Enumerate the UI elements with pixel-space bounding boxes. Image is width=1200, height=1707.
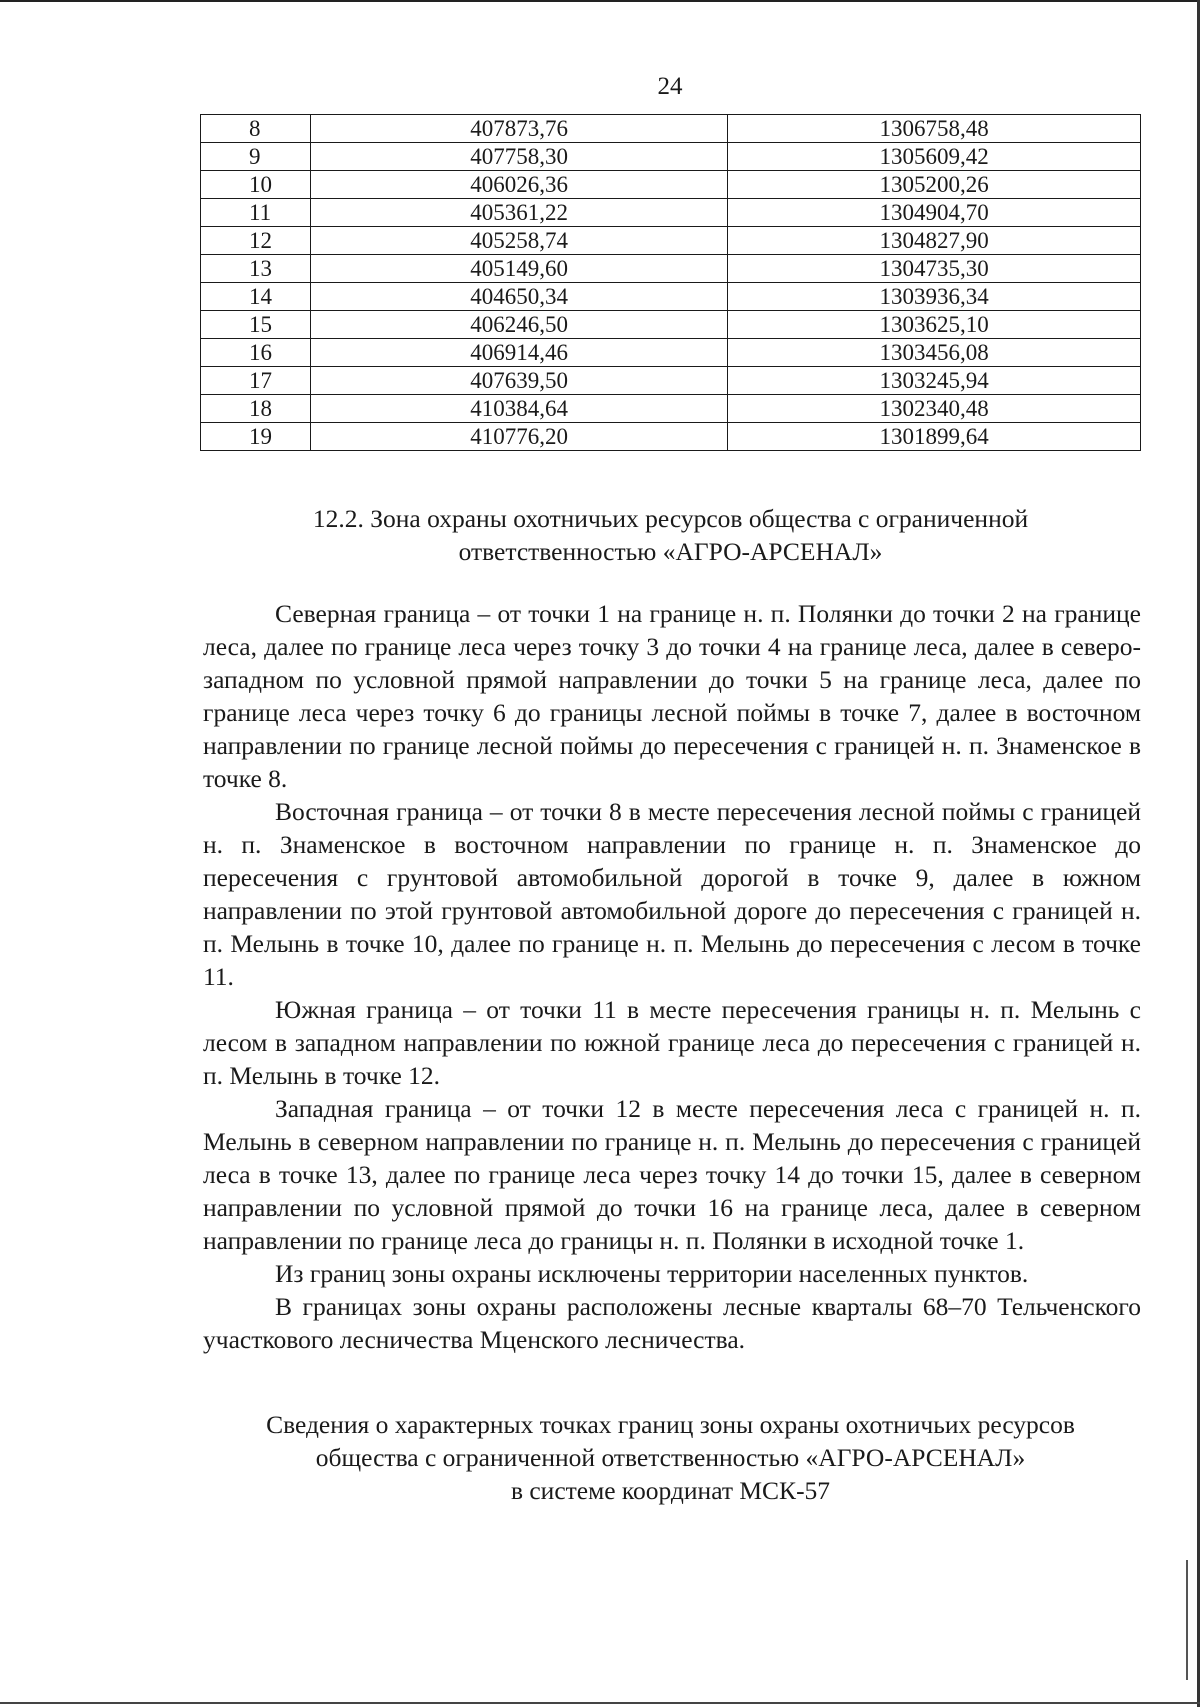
point-number-cell: 17: [201, 367, 311, 395]
points-info-heading-line-3: в системе координат МСК-57: [510, 1476, 831, 1505]
page-number: 24: [657, 73, 683, 100]
x-coordinate-cell: 406914,46: [310, 339, 728, 367]
table-row: [201, 311, 1141, 339]
point-number-cell: 19: [201, 423, 311, 451]
y-coordinate-cell: 1304904,70: [728, 199, 1141, 227]
x-coordinate-cell: 405361,22: [310, 199, 728, 227]
point-number-cell: 12: [201, 227, 311, 255]
point-number-cell: 18: [201, 395, 311, 423]
y-coordinate-cell: 1306758,48: [728, 115, 1141, 143]
y-coordinate-cell: 1303245,94: [728, 367, 1141, 395]
table-row: [201, 171, 1141, 199]
y-coordinate-cell: 1303456,08: [728, 339, 1141, 367]
section-heading-line-1: 12.2. Зона охраны охотничьих ресурсов общества с ограниченной: [312, 504, 1029, 533]
scan-edge-right-inner: [1186, 1560, 1188, 1680]
coordinates-table-body: [201, 115, 1141, 451]
points-info-heading-line-2: общества с ограниченной ответственностью «АГРО-АРСЕНАЛ»: [315, 1443, 1026, 1472]
points-info-heading-line-1: Сведения о характерных точках границ зоны охраны охотничьих ресурсов: [266, 1410, 1075, 1439]
y-coordinate-cell: 1305200,26: [728, 171, 1141, 199]
table-row: [201, 423, 1141, 451]
paragraph-south-border: Южная граница – от точки 11 в месте пересечения границы н. п. Мелынь с лесом в западном направлении по южной границе леса до пересечения с границей н. п. Мелынь в точке 12.: [203, 995, 1141, 1090]
point-number-cell: 8: [201, 115, 311, 143]
point-number-cell: 10: [201, 171, 311, 199]
x-coordinate-cell: 406246,50: [310, 311, 728, 339]
table-row: [201, 367, 1141, 395]
table-row: [201, 199, 1141, 227]
y-coordinate-cell: 1303625,10: [728, 311, 1141, 339]
point-number-cell: 15: [201, 311, 311, 339]
paragraph-exclusions: Из границ зоны охраны исключены территории населенных пунктов.: [275, 1259, 1029, 1288]
scan-edge-top: [0, 0, 1200, 2]
table-row: [201, 339, 1141, 367]
section-heading-line-2: ответственностью «АГРО-АРСЕНАЛ»: [458, 537, 883, 566]
point-number-cell: 9: [201, 143, 311, 171]
x-coordinate-cell: 410776,20: [310, 423, 728, 451]
x-coordinate-cell: 406026,36: [310, 171, 728, 199]
table-row: [201, 227, 1141, 255]
table-row: [201, 255, 1141, 283]
x-coordinate-cell: 410384,64: [310, 395, 728, 423]
point-number-cell: 11: [201, 199, 311, 227]
y-coordinate-cell: 1303936,34: [728, 283, 1141, 311]
y-coordinate-cell: 1304735,30: [728, 255, 1141, 283]
table-row: [201, 115, 1141, 143]
x-coordinate-cell: 405258,74: [310, 227, 728, 255]
y-coordinate-cell: 1305609,42: [728, 143, 1141, 171]
table-row: [201, 395, 1141, 423]
point-number-cell: 13: [201, 255, 311, 283]
x-coordinate-cell: 404650,34: [310, 283, 728, 311]
x-coordinate-cell: 405149,60: [310, 255, 728, 283]
y-coordinate-cell: 1302340,48: [728, 395, 1141, 423]
y-coordinate-cell: 1301899,64: [728, 423, 1141, 451]
y-coordinate-cell: 1304827,90: [728, 227, 1141, 255]
paragraph-forest-blocks: В границах зоны охраны расположены лесные кварталы 68–70 Тельченского участкового лесничества Мценского лесничества.: [203, 1292, 1141, 1354]
paragraph-west-border: Западная граница – от точки 12 в месте пересечения леса с границей н. п. Мелынь в северном направлении по границе н. п. Мелынь до пересечения с границей леса в точке 13, далее по границе леса через точку 14 до точки 15, далее в северном направлении по условной прямой до точки 16 на границе леса, далее в северном направлении по границе леса до границы н. п. Полянки в исходной точке 1.: [203, 1094, 1141, 1255]
paragraph-north-border: Северная граница – от точки 1 на границе н. п. Полянки до точки 2 на границе леса, далее по границе леса через точку 3 до точки 4 на границе леса, далее в северо-западном по условной прямой направлении до точки 5 на границе леса, далее по границе леса через точку 6 до границы лесной поймы в точке 7, далее в восточном направлении по границе лесной поймы до пересечения с границей н. п. Знаменское в точке 8.: [203, 599, 1141, 793]
table-row: [201, 283, 1141, 311]
point-number-cell: 16: [201, 339, 311, 367]
point-number-cell: 14: [201, 283, 311, 311]
paragraph-east-border: Восточная граница – от точки 8 в месте пересечения лесной поймы с границей н. п. Знаменское в восточном направлении по границе н. п. Знаменское до пересечения с грунтовой автомобильной дорогой в точке 9, далее в южном направлении по этой грунтовой автомобильной дороге до пересечения с границей н. п. Мелынь в точке 10, далее по границе н. п. Мелынь до пересечения с лесом в точке 11.: [203, 797, 1141, 991]
scan-edge-bottom: [0, 1702, 1200, 1704]
x-coordinate-cell: 407873,76: [310, 115, 728, 143]
section-heading: [200, 502, 1141, 568]
table-row: [201, 143, 1141, 171]
points-info-heading: [200, 1408, 1141, 1507]
coordinates-table: [200, 114, 1141, 451]
section-body: [203, 597, 1141, 1356]
x-coordinate-cell: 407758,30: [310, 143, 728, 171]
x-coordinate-cell: 407639,50: [310, 367, 728, 395]
